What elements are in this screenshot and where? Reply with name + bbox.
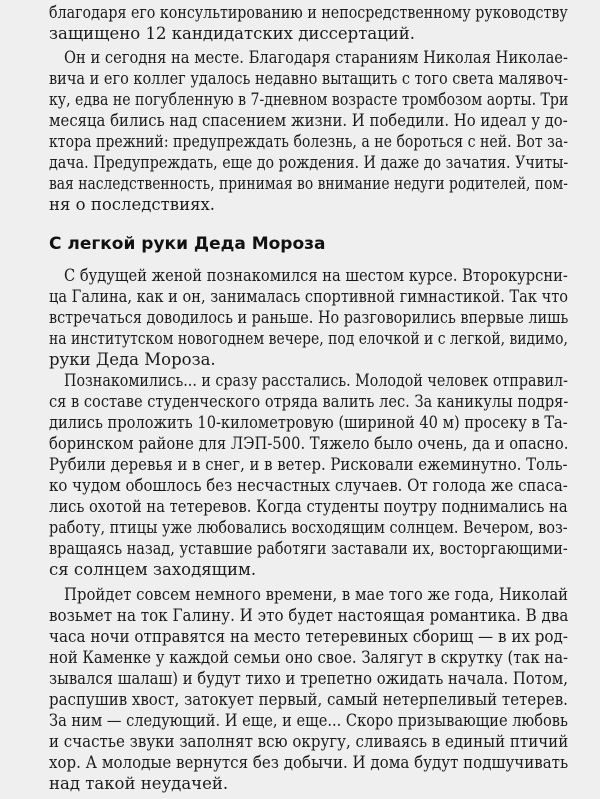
text-line: работу, птицы уже любовались восходящим солнцем. Вечером, воз- bbox=[49, 518, 568, 537]
text-line: Познакомились... и сразу расстались. Молодой человек отправил- bbox=[64, 371, 568, 390]
text-line: благодаря его консультированию и непосредственному руководству bbox=[49, 3, 568, 22]
text-line: дача. Предупреждать, еще до рождения. И даже до зачатия. Учиты- bbox=[49, 153, 569, 172]
text-line: и счастье звуки заполнят всю округу, сливаясь в единый птичий bbox=[49, 732, 569, 751]
text-line: возьмет на ток Галину. И это будет настоящая романтика. В два bbox=[49, 606, 569, 625]
text-line: хор. А молодые вернутся без добычи. И дома будут подшучивать bbox=[49, 753, 569, 772]
text-line: ку, едва не погубленную в 7-дневном возрасте тромбозом аорты. Три bbox=[49, 90, 569, 109]
text-line: ной Каменке у каждой семьи оно свое. Залягут в скрутку (так на- bbox=[49, 648, 569, 667]
text-line: защищено 12 кандидатских диссертаций. bbox=[49, 24, 416, 43]
text-line: ктора прежний: предупреждать болезнь, а не бороться с ней. Вот за- bbox=[49, 132, 568, 151]
text-line: руки Деда Мороза. bbox=[49, 350, 216, 369]
text-line: ся солнцем заходящим. bbox=[49, 560, 257, 579]
text-line: За ним — следующий. И еще, и еще... Скоро призывающие любовь bbox=[49, 711, 568, 730]
text-line: ся в составе студенческого отряда валить лес. За каникулы подря- bbox=[49, 392, 569, 411]
text-line: Рубили деревья и в снег, и в ветер. Рисковали ежеминутно. Толь- bbox=[49, 455, 568, 474]
text-line: вая наследственность, принимая во внимание недуги родителей, пом- bbox=[49, 174, 568, 193]
section-heading: С легкой руки Деда Мороза bbox=[49, 234, 326, 254]
text-line: вича и его коллег удалось недавно вытащить с того света малявоч- bbox=[49, 69, 569, 88]
text-line: боринском районе для ЛЭП-500. Тяжело было очень, да и опасно. bbox=[49, 434, 569, 453]
text-line: Он и сегодня на месте. Благодаря стараниям Николая Николае- bbox=[64, 48, 568, 67]
text-line: ца Галина, как и он, занималась спортивной гимнастикой. Так что bbox=[49, 287, 569, 306]
text-line: зывался шалаш) и будут тихо и трепетно ожидать начала. Потом, bbox=[49, 669, 568, 688]
text-line: над такой неудачей. bbox=[49, 774, 229, 793]
text-line: Пройдет совсем немного времени, в мае того же года, Николай bbox=[64, 585, 569, 604]
text-line: ня о последствиях. bbox=[49, 195, 216, 214]
text-line: С будущей женой познакомился на шестом курсе. Второкурсни- bbox=[64, 266, 568, 285]
text-line: вращаясь назад, уставшие работяги заставали их, восторгающими- bbox=[49, 539, 568, 558]
text-line: встречаться доводилось и раньше. Но разговорились впервые лишь bbox=[49, 308, 569, 327]
text-line: месяца бились над спасением жизни. И победили. Но идеал у до- bbox=[49, 111, 568, 130]
text-line: лись охотой на тетеревов. Когда студенты поутру поднимались на bbox=[49, 497, 568, 516]
text-line: часа ночи отправятся на место тетеревиных сборищ — в их род- bbox=[49, 627, 568, 646]
text-line: ко чудом обошлось без несчастных случаев. От голода же спаса- bbox=[49, 476, 568, 495]
text-line: на институтском новогоднем вечере, под елочкой и с легкой, видимо, bbox=[49, 329, 568, 348]
text-line: дились проложить 10-километровую (шириной 40 м) просеку в Та- bbox=[49, 413, 568, 432]
text-line: распушив хвост, затокует первый, самый нетерпеливый тетерев. bbox=[49, 690, 568, 709]
